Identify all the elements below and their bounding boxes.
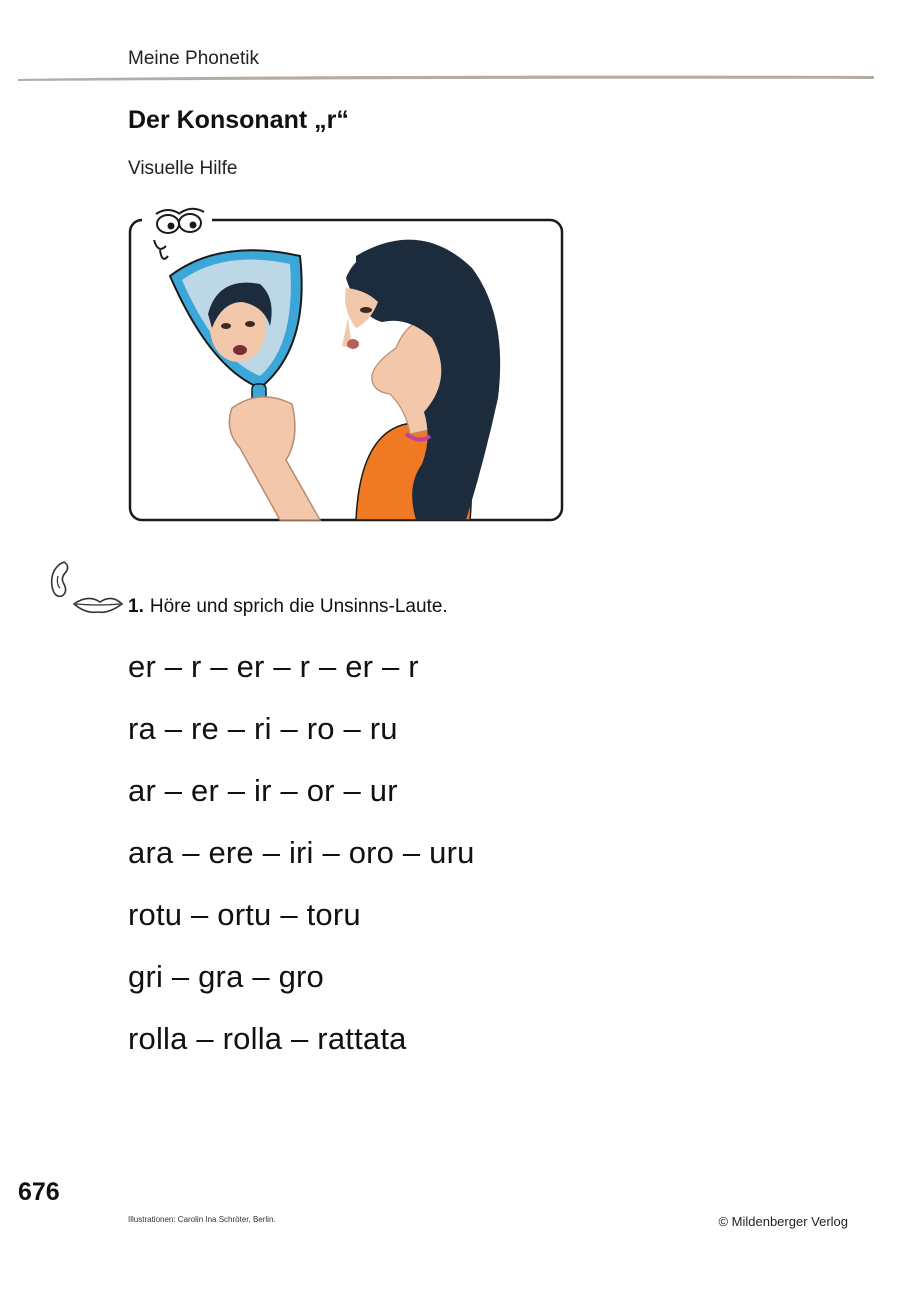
- publisher-copyright: © Mildenberger Verlog: [718, 1214, 848, 1229]
- page-title: Der Konsonant „r“: [128, 106, 349, 134]
- syllable-line: ar – er – ir – or – ur: [128, 773, 398, 808]
- header-label: Meine Phonetik: [128, 48, 259, 69]
- page-number: 676: [18, 1178, 60, 1206]
- ear-and-lips-icons: [46, 556, 124, 626]
- task-number: 1.: [128, 596, 144, 617]
- syllable-line: rotu – ortu – toru: [128, 897, 361, 932]
- mirror-illustration: [120, 198, 570, 528]
- eyes-mouth-face-icon: [142, 206, 212, 266]
- syllable-line: er – r – er – r – er – r: [128, 649, 419, 684]
- syllable-line: ara – ere – iri – oro – uru: [128, 835, 475, 870]
- ear-icon: [52, 562, 68, 596]
- syllable-lines: [128, 640, 475, 1074]
- task-text: Höre und sprich die Unsinns-Laute.: [149, 596, 448, 617]
- task-instruction: [128, 596, 448, 618]
- syllable-line: gri – gra – gro: [128, 959, 324, 994]
- syllable-line: ra – re – ri – ro – ru: [128, 711, 398, 746]
- syllable-line: rolla – rolla – rattata: [128, 1021, 407, 1056]
- lips-icon: [74, 598, 122, 612]
- header-divider: [18, 72, 874, 84]
- section-subtitle: Visuelle Hilfe: [128, 158, 238, 179]
- illustration-credits: Illustrationen: Carolin Ina Schröter, Berlin.: [128, 1215, 276, 1224]
